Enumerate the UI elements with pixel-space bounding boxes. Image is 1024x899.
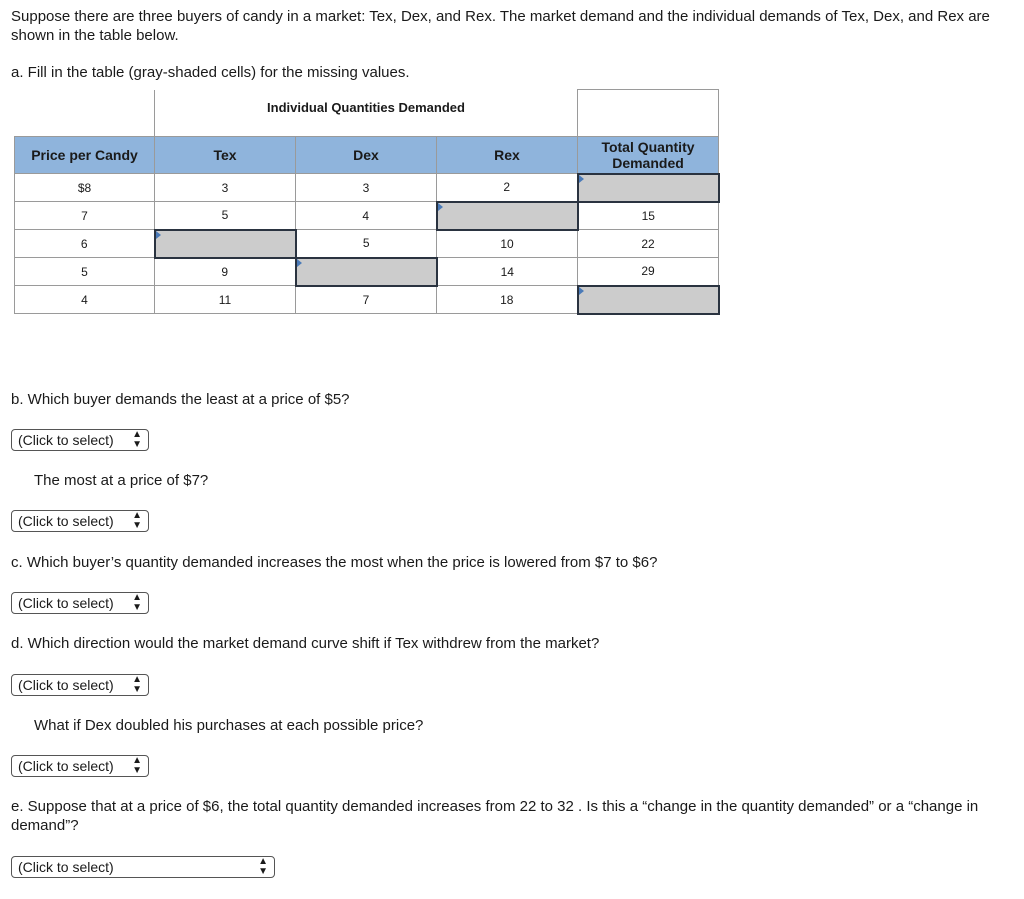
updown-arrows-icon: ▲ ▼ bbox=[132, 592, 142, 613]
table-row bbox=[15, 230, 719, 258]
intro-text: Suppose there are three buyers of candy in a market: Tex, Dex, and Rex. The market demand and the individual demands of Tex, Dex, and Rex are shown in the table below. bbox=[11, 8, 990, 44]
input-cell-total[interactable] bbox=[578, 174, 719, 202]
cell-dex: 3 bbox=[296, 174, 437, 202]
updown-arrows-icon: ▲ ▼ bbox=[258, 856, 268, 877]
header-dex: Dex bbox=[296, 136, 437, 174]
cell-dex: 4 bbox=[296, 202, 437, 230]
part-b2-prompt: The most at a price of $7? bbox=[34, 472, 209, 489]
cell-price: 5 bbox=[15, 258, 155, 286]
group-header: Individual Quantities Demanded bbox=[155, 90, 578, 137]
part-d2-prompt: What if Dex doubled his purchases at each possible price? bbox=[34, 717, 424, 734]
updown-arrows-icon: ▲ ▼ bbox=[132, 429, 142, 450]
cell-total: 15 bbox=[578, 202, 719, 230]
cell-rex: 10 bbox=[437, 230, 578, 258]
part-e-prompt: e. Suppose that at a price of $6, the total quantity demanded increases from 22 to 32 . Is this a “change in the quantity demanded” or a “change in demand”? bbox=[11, 798, 979, 834]
part-d-prompt: d. Which direction would the market demand curve shift if Tex withdrew from the market? bbox=[11, 635, 600, 652]
header-tex: Tex bbox=[155, 136, 296, 174]
cell-tex: 5 bbox=[155, 202, 296, 230]
input-cell-tex[interactable] bbox=[155, 230, 296, 258]
table-row bbox=[15, 174, 719, 202]
part-b-prompt: b. Which buyer demands the least at a price of $5? bbox=[11, 391, 350, 408]
select-most-at-7[interactable]: (Click to select) ▲ ▼ bbox=[11, 510, 149, 532]
cell-tex: 11 bbox=[155, 286, 296, 314]
select-largest-increase[interactable]: (Click to select) ▲ ▼ bbox=[11, 592, 149, 614]
cell-price: 6 bbox=[15, 230, 155, 258]
cell-total: 22 bbox=[578, 230, 719, 258]
cell-marker-icon bbox=[579, 287, 584, 295]
cell-rex: 2 bbox=[437, 174, 578, 202]
part-c-prompt: c. Which buyer’s quantity demanded increases the most when the price is lowered from $7 to $6? bbox=[11, 554, 658, 571]
header-rex: Rex bbox=[437, 136, 578, 174]
cell-marker-icon bbox=[156, 231, 161, 239]
cell-price: $8 bbox=[15, 174, 155, 202]
cell-rex: 18 bbox=[437, 286, 578, 314]
table-row bbox=[15, 286, 719, 314]
cell-marker-icon bbox=[438, 203, 443, 211]
part-a-prompt: a. Fill in the table (gray-shaded cells) for the missing values. bbox=[11, 64, 410, 81]
cell-marker-icon bbox=[297, 259, 302, 267]
cell-price: 7 bbox=[15, 202, 155, 230]
cell-total: 29 bbox=[578, 258, 719, 286]
select-dex-doubled-shift[interactable]: (Click to select) ▲ ▼ bbox=[11, 755, 149, 777]
header-total: Total Quantity Demanded bbox=[578, 136, 719, 174]
select-least-at-5[interactable]: (Click to select) ▲ ▼ bbox=[11, 429, 149, 451]
updown-arrows-icon: ▲ ▼ bbox=[132, 510, 142, 531]
cell-marker-icon bbox=[579, 175, 584, 183]
cell-price: 4 bbox=[15, 286, 155, 314]
input-cell-dex[interactable] bbox=[296, 258, 437, 286]
cell-rex: 14 bbox=[437, 258, 578, 286]
demand-table bbox=[14, 89, 720, 315]
select-change-type[interactable]: (Click to select) ▲ ▼ bbox=[11, 856, 275, 878]
table-row bbox=[15, 258, 719, 286]
header-price: Price per Candy bbox=[15, 136, 155, 174]
input-cell-rex[interactable] bbox=[437, 202, 578, 230]
cell-tex: 9 bbox=[155, 258, 296, 286]
cell-dex: 5 bbox=[296, 230, 437, 258]
table-row bbox=[15, 202, 719, 230]
cell-tex: 3 bbox=[155, 174, 296, 202]
updown-arrows-icon: ▲ ▼ bbox=[132, 755, 142, 776]
cell-dex: 7 bbox=[296, 286, 437, 314]
input-cell-total[interactable] bbox=[578, 286, 719, 314]
updown-arrows-icon: ▲ ▼ bbox=[132, 674, 142, 695]
select-tex-withdraw-shift[interactable]: (Click to select) ▲ ▼ bbox=[11, 674, 149, 696]
